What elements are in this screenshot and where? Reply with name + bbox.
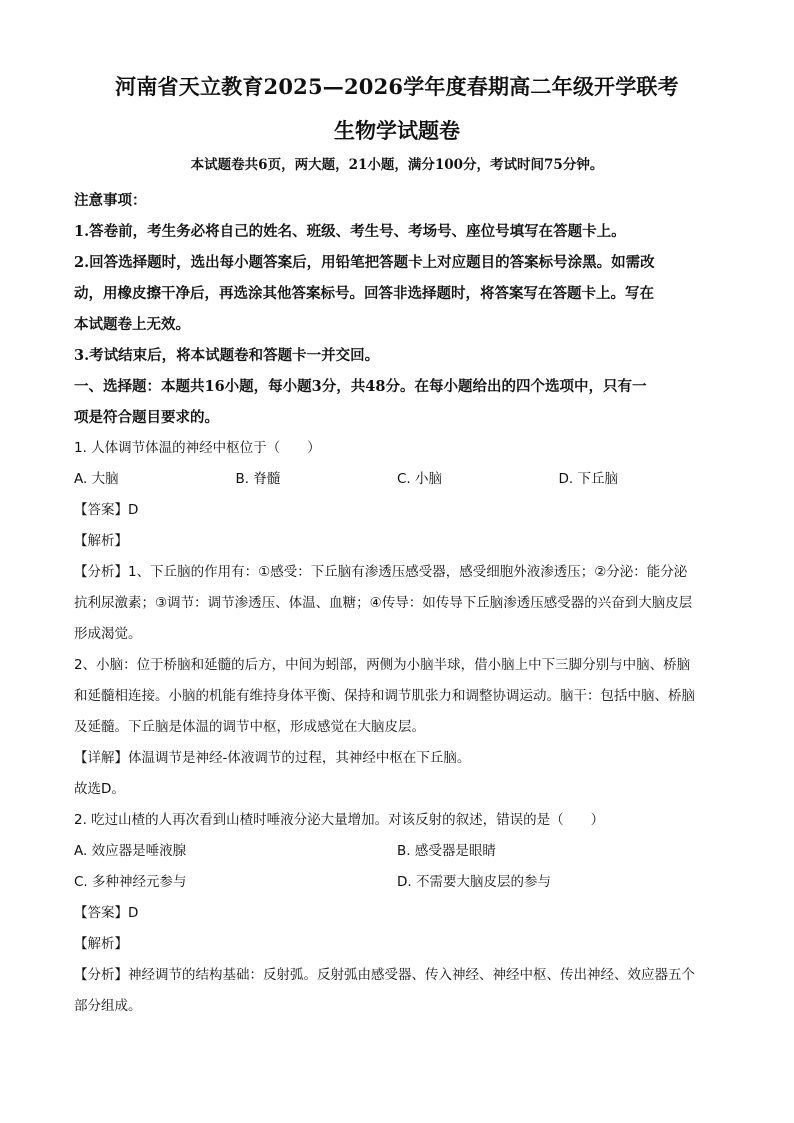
question-stem: 2. 吃过山楂的人再次看到山楂时唾液分泌大量增加。对该反射的叙述，错误的是（ ） xyxy=(74,812,605,828)
section-heading: 一、选择题：本题共16小题，每小题3分，共48分。在每小题给出的四个选项中，只有一 xyxy=(74,378,647,395)
analysis-line: 2、小脑：位于桥脑和延髓的后方，中间为蚓部，两侧为小脑半球，借小脑上中下三脚分别与中脑、桥脑 xyxy=(74,657,691,673)
question-stem: 1. 人体调节体温的神经中枢位于（ ） xyxy=(74,440,321,456)
notice-item: 2.回答选择题时，选出每小题答案后，用铅笔把答题卡上对应题目的答案标号涂黑。如需改 xyxy=(74,254,655,271)
analysis-label: 【解析】 xyxy=(74,936,128,952)
question-1 xyxy=(74,433,720,805)
notice-item: 本试题卷上无效。 xyxy=(74,316,190,333)
option-list xyxy=(74,464,720,495)
analysis-label: 【解析】 xyxy=(74,533,128,549)
notice-heading: 注意事项： xyxy=(74,192,147,209)
analysis-line: 和延髓相连接。小脑的机能有维持身体平衡、保持和调节肌张力和调整协调运动。脑干：包括中脑、桥脑 xyxy=(74,688,695,704)
option-d: D. 下丘脑 xyxy=(558,471,618,487)
notice-item: 1.答卷前，考生务必将自己的姓名、班级、考生号、考场号、座位号填写在答题卡上。 xyxy=(74,223,626,240)
exam-info: 本试题卷共6页，两大题，21小题，满分100分，考试时间75分钟。 xyxy=(190,157,604,173)
notice-item: 动，用橡皮擦干净后，再选涂其他答案标号。回答非选择题时，将答案写在答题卡上。写在 xyxy=(74,285,654,302)
analysis-line: 【详解】体温调节是神经-体液调节的过程，其神经中枢在下丘脑。 xyxy=(74,750,471,766)
option-row xyxy=(74,867,720,898)
option-c: C. 多种神经元参与 xyxy=(74,874,187,890)
answer-line: 【答案】D xyxy=(74,502,139,518)
question-2 xyxy=(74,805,720,1022)
exam-subtitle: 生物学试题卷 xyxy=(334,118,460,143)
option-row xyxy=(74,836,720,867)
analysis-line: 【分析】神经调节的结构基础：反射弧。反射弧由感受器、传入神经、神经中枢、传出神经、效应器五个 xyxy=(74,967,695,983)
notice-item: 3.考试结束后，将本试题卷和答题卡一并交回。 xyxy=(74,347,380,364)
answer-line: 【答案】D xyxy=(74,905,139,921)
analysis-line: 【分析】1、下丘脑的作用有：①感受：下丘脑有渗透压感受器，感受细胞外液渗透压；②分泌：能分泌 xyxy=(74,564,688,580)
option-c: C. 小脑 xyxy=(397,471,443,487)
exam-title: 河南省天立教育2025—2026学年度春期高二年级开学联考 xyxy=(115,74,679,99)
option-b: B. 感受器是眼睛 xyxy=(397,843,496,859)
option-a: A. 效应器是唾液腺 xyxy=(74,843,187,859)
analysis-line: 抗利尿激素；③调节：调节渗透压、体温、血糖；④传导：如传导下丘脑渗透压感受器的兴奋到大脑皮层 xyxy=(74,595,693,611)
option-b: B. 脊髓 xyxy=(235,471,281,487)
analysis-line: 部分组成。 xyxy=(74,998,142,1014)
analysis-line: 及延髓。下丘脑是体温的调节中枢，形成感觉在大脑皮层。 xyxy=(74,719,425,735)
option-a: A. 大脑 xyxy=(74,471,119,487)
option-d: D. 不需要大脑皮层的参与 xyxy=(397,874,551,890)
section-heading-cont: 项是符合题目要求的。 xyxy=(74,409,219,426)
analysis-line: 形成渴觉。 xyxy=(74,626,142,642)
notice-section xyxy=(74,185,720,433)
analysis-line: 故选D。 xyxy=(74,781,125,797)
